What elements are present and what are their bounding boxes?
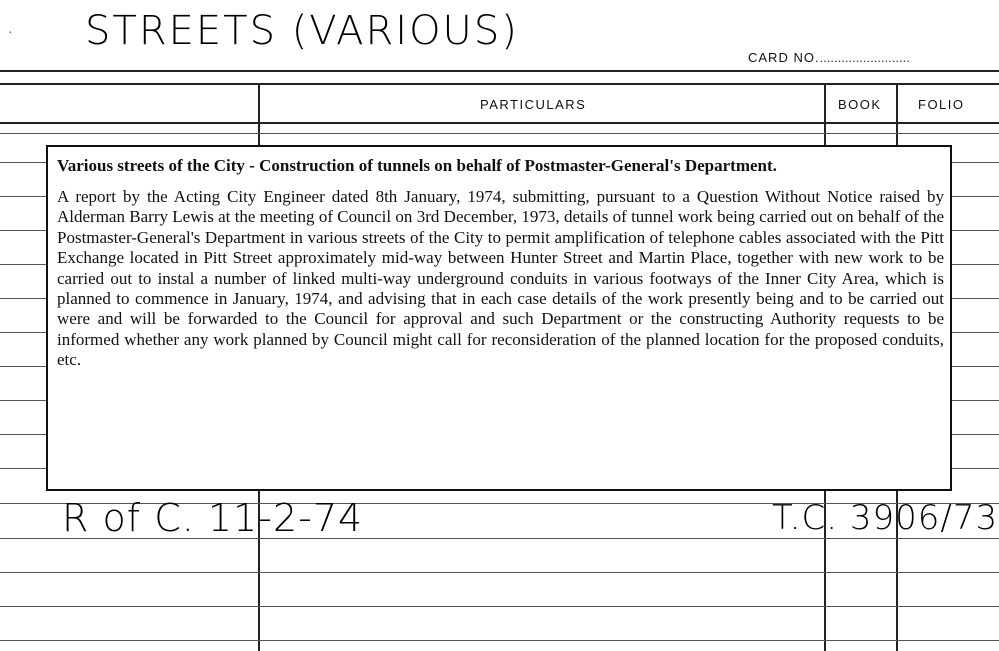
header-bottom-rule: [0, 122, 999, 124]
clipping-body: A report by the Acting City Engineer dated 8th January, 1974, submitting, pursuant to a Question Without Notice raised by Alderman Barry Lewis at the meeting of Council on 3rd December, 1973, details of tunnel work being carried out on behalf of the Postmaster-General's Department in various streets of the City to permit amplification of telephone cables associated with the Pitt Exchange located in Pitt Street approximately mid-way between Hunter Street and Martin Place, together with new work to be carried out to instal a number of linked multi-way underground conduits in various footways of the Inner City Area, which is planned to commence in January, 1974, and advising that in each case details of the work presently being and to be carried out were and will be forwarded to the Council for approval and such Department or the constructing Authority requests to be informed whether any work planned by Council might call for reconsideration of the planned location for the proposed conduits, etc.: [57, 187, 944, 370]
ruled-line: [0, 133, 999, 134]
card-number: [748, 50, 910, 65]
top-rule-2: [0, 83, 999, 85]
column-book: BOOK: [838, 97, 882, 112]
card-heading: STREETS (VARIOUS): [85, 8, 519, 54]
pasted-minute-clipping: [46, 145, 952, 491]
card-number-label: CARD NO.: [748, 50, 820, 65]
column-folio: FOLIO: [918, 97, 965, 112]
handwritten-reference-right: T.C. 3906/73: [772, 498, 999, 538]
ruled-line: [0, 572, 999, 573]
stray-mark: ·: [8, 26, 13, 41]
ruled-line: [0, 606, 999, 607]
top-rule: [0, 70, 999, 72]
ruled-line: [0, 640, 999, 641]
column-particulars: PARTICULARS: [480, 97, 587, 112]
card-number-value: .........................: [819, 50, 910, 65]
clipping-title: Various streets of the City - Construction of tunnels on behalf of Postmaster-General's Department.: [57, 156, 777, 175]
handwritten-reference-left: R of C. 11-2-74: [62, 496, 364, 540]
